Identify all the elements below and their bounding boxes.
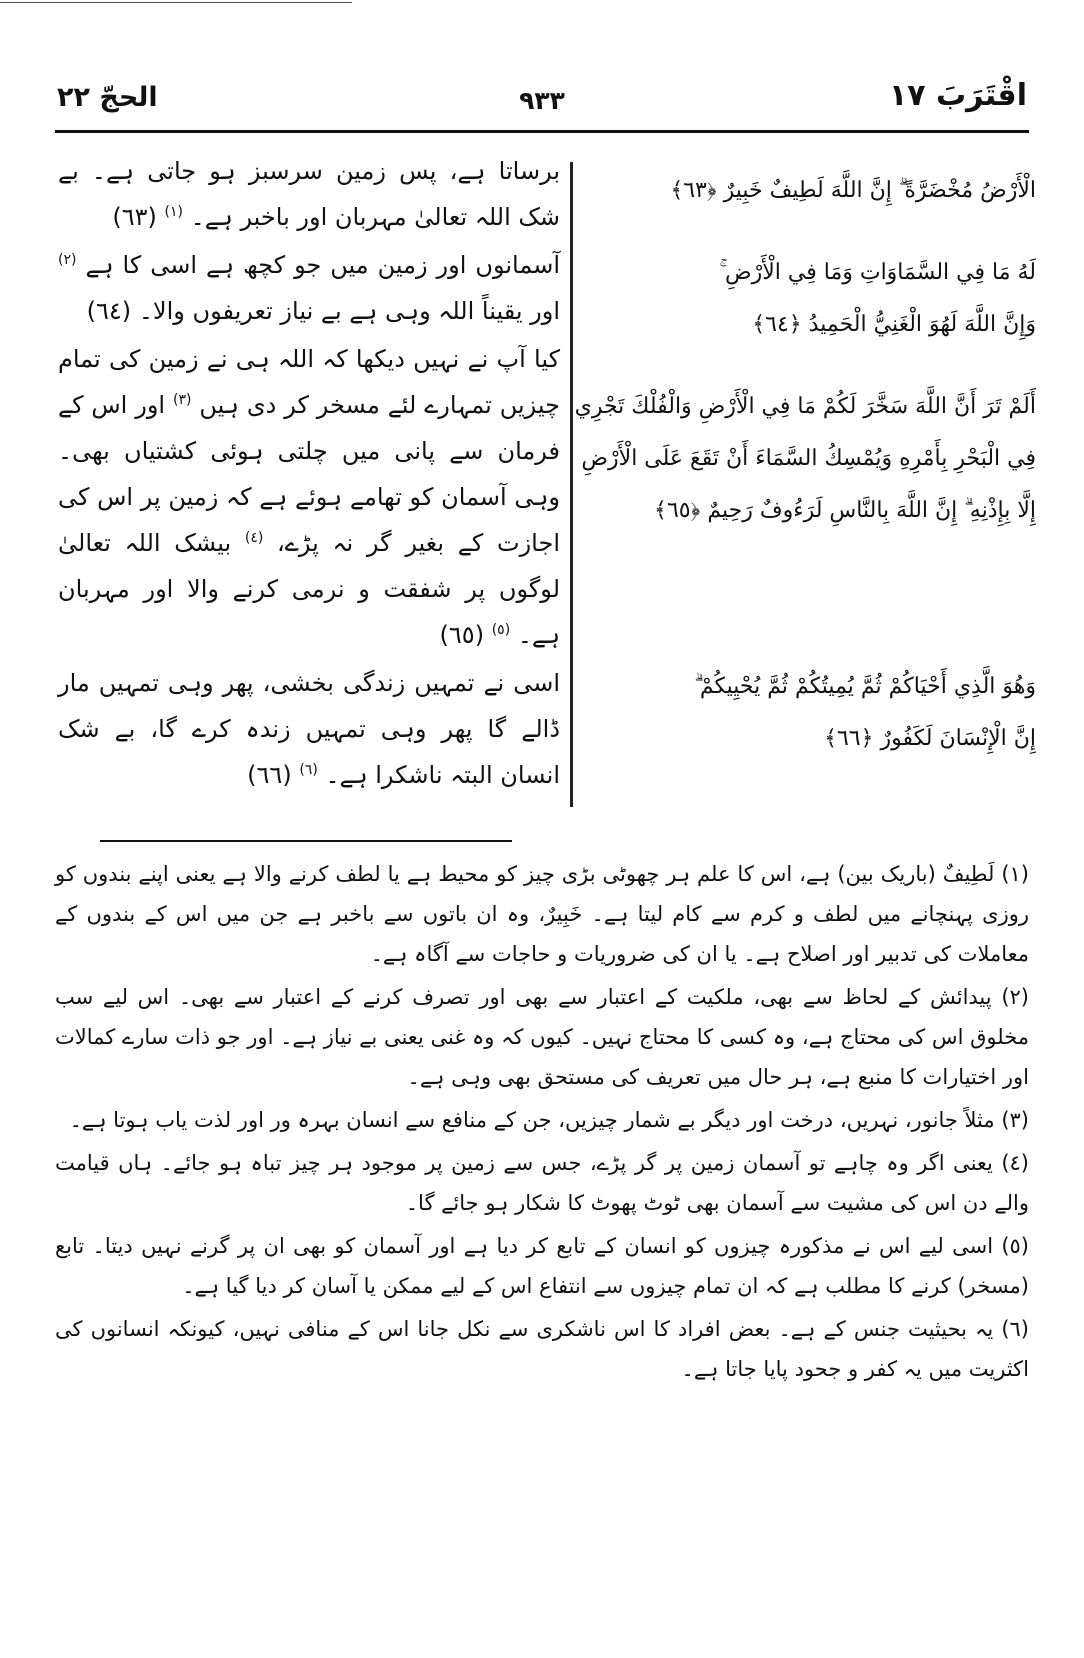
arabic-line: إِلَّا بِإِذْنِهِ ۗ إِنَّ اللَّهَ بِالنَّاسِ لَرَءُوفٌ رَحِيمٌ ﴿٦٥﴾ <box>654 498 1036 523</box>
arabic-verse-66 <box>598 661 1036 765</box>
footnotes <box>55 854 1029 1392</box>
footnote-ref: (٣) <box>173 392 192 408</box>
surah-label: الحجّ ٢٢ <box>57 82 158 113</box>
arabic-line: فِي الْبَحْرِ بِأَمْرِهِ وَيُمْسِكُ السَّمَاءَ أَنْ تَقَعَ عَلَى الْأَرْضِ <box>581 446 1036 471</box>
footnote-6: (٦) یہ بحیثیت جنس کے ہے۔ بعض افراد کا اس ناشکری سے نکل جانا اس کے منافی نہیں، کیونکہ انسانوں کی اکثریت میں یہ کفر و جحود پایا جاتا ہے۔ <box>55 1317 1029 1381</box>
header-rule <box>55 130 1029 133</box>
footnote-1: (١) لَطِيفٌ (باریک بین) ہے، اس کا علم ہر چھوٹی بڑی چیز کو محیط ہے یا لطف کرنے والا ہے یعنی اپنے بندوں کو روزی پہنچانے میں لطف و کرم سے کام لیتا ہے۔ خَبِيرٌ، وہ ان باتوں سے باخبر ہے جن میں اس کے بندوں کے معاملات کی تدبیر اور اصلاح ہے۔ یا ان کی ضروریات و حاجات سے آگاہ ہے۔ <box>55 862 1029 966</box>
arabic-line: أَلَمْ تَرَ أَنَّ اللَّهَ سَخَّرَ لَكُمْ مَا فِي الْأَرْضِ وَالْفُلْكَ تَجْرِي <box>574 394 1036 419</box>
urdu-translation-column <box>58 148 560 800</box>
footnote-2: (٢) پیدائش کے لحاظ سے بھی، ملکیت کے اعتبار سے بھی اور تصرف کرنے کے اعتبار سے بھی۔ اس لیے سب مخلوق اس کی محتاج ہے، وہ کسی کا محتاج نہیں۔ کیوں کہ وہ غنی یعنی بے نیاز ہے۔ اور جو ذات سارے کمالات اور اختیارات کا منبع ہے، ہر حال میں تعریف کی مستحق بھی وہی ہے۔ <box>55 985 1029 1089</box>
page-number: ٩٣٣ <box>519 86 565 115</box>
footnote-ref: (٤) <box>244 530 264 546</box>
translation-66: اسی نے تمہیں زندگی بخشی، پھر وہی تمہیں مار ڈالے گا پھر وہی تمہیں زندہ کرے گا، بے شک انسان البتہ ناشکرا ہے۔ $^{(٦)}$ (٦٦) <box>58 669 560 789</box>
arabic-line: وَهُوَ الَّذِي أَحْيَاكُمْ ثُمَّ يُمِيتُكُمْ ثُمَّ يُحْيِيكُمْ ۗ <box>694 674 1036 699</box>
arabic-text-column <box>574 165 1036 795</box>
verse-number: (٦٤) <box>86 297 132 325</box>
page-header <box>55 78 1029 124</box>
verse-number: (٦٣) <box>112 203 157 231</box>
arabic-verse-63 <box>598 165 1036 217</box>
arabic-line: إِنَّ الْإِنْسَانَ لَكَفُورٌ ﴿٦٦﴾ <box>824 726 1036 751</box>
arabic-verse-64 <box>598 247 1036 351</box>
arabic-line: لَهُ مَا فِي السَّمَاوَاتِ وَمَا فِي الْأَرْضِ ۚ <box>719 260 1036 285</box>
verse-number: (٦٦) <box>247 761 292 789</box>
translation-65: کیا آپ نے نہیں دیکھا کہ اللہ ہی نے زمین کی تمام چیزیں تمہارے لئے مسخر کر دی ہیں $^{(٣)}$ اور اس کے فرمان سے پانی میں چلتی ہوئی کشتیاں بھی۔ وہی آسمان کو تھامے ہوئے ہے کہ زمین پر اس کی اجازت کے بغیر گر نہ پڑے، $^{(٤)}$ بیشک اللہ تعالیٰ لوگوں پر شفقت و نرمی کرنے والا اور مہربان ہے۔ $^{(٥)}$ (٦٥) <box>58 345 560 649</box>
footnote-ref: (٦) <box>299 762 318 778</box>
top-rule <box>0 2 352 3</box>
footnote-ref: (٢) <box>58 252 77 268</box>
arabic-line: الْأَرْضُ مُخْضَرَّةً ۗ إِنَّ اللَّهَ لَطِيفٌ خَبِيرٌ ﴿٦٣﴾ <box>670 178 1036 203</box>
footnote-5: (٥) اسی لیے اس نے مذکورہ چیزوں کو انسان کے تابع کر دیا ہے اور آسمان کو بھی ان پر گرنے نہیں دیتا۔ تابع (مسخر) کرنے کا مطلب ہے کہ ان تمام چیزوں سے انتفاع اس کے لیے ممکن یا آسان کر دیا گیا ہے۔ <box>55 1234 1029 1298</box>
footnote-3: (٣) مثلاً جانور، نہریں، درخت اور دیگر بے شمار چیزیں، جن کے منافع سے انسان بہرہ ور اور لذت یاب ہوتا ہے۔ <box>69 1108 1029 1132</box>
translation-63: برساتا ہے، پس زمین سرسبز ہو جاتی ہے۔ بے شک اللہ تعالیٰ مہربان اور باخبر ہے۔ $^{(١)}$ (٦٣) <box>58 157 560 231</box>
column-divider <box>570 162 573 807</box>
footnote-rule <box>100 840 512 842</box>
footnote-ref: (١) <box>164 204 183 220</box>
footnote-ref: (٥) <box>491 622 511 638</box>
translation-64: آسمانوں اور زمین میں جو کچھ ہے اسی کا ہے $^{(٢)}$ اور یقیناً اللہ وہی ہے بے نیاز تعریفوں والا۔ (٦٤) <box>58 251 560 325</box>
arabic-line: وَإِنَّ اللَّهَ لَهُوَ الْغَنِيُّ الْحَمِيدُ ﴿٦٤﴾ <box>752 312 1036 337</box>
para-label: اقْتَرَبَ ١٧ <box>888 78 1027 113</box>
arabic-verse-65 <box>574 381 1036 537</box>
footnote-4: (٤) یعنی اگر وہ چاہے تو آسمان زمین پر گر پڑے، جس سے زمین پر موجود ہر چیز تباہ ہو جائے۔ ہاں قیامت والے دن اس کی مشیت سے آسمان بھی ٹوٹ پھوٹ کا شکار ہو جائے گا۔ <box>55 1151 1029 1215</box>
verse-number: (٦٥) <box>439 621 485 649</box>
